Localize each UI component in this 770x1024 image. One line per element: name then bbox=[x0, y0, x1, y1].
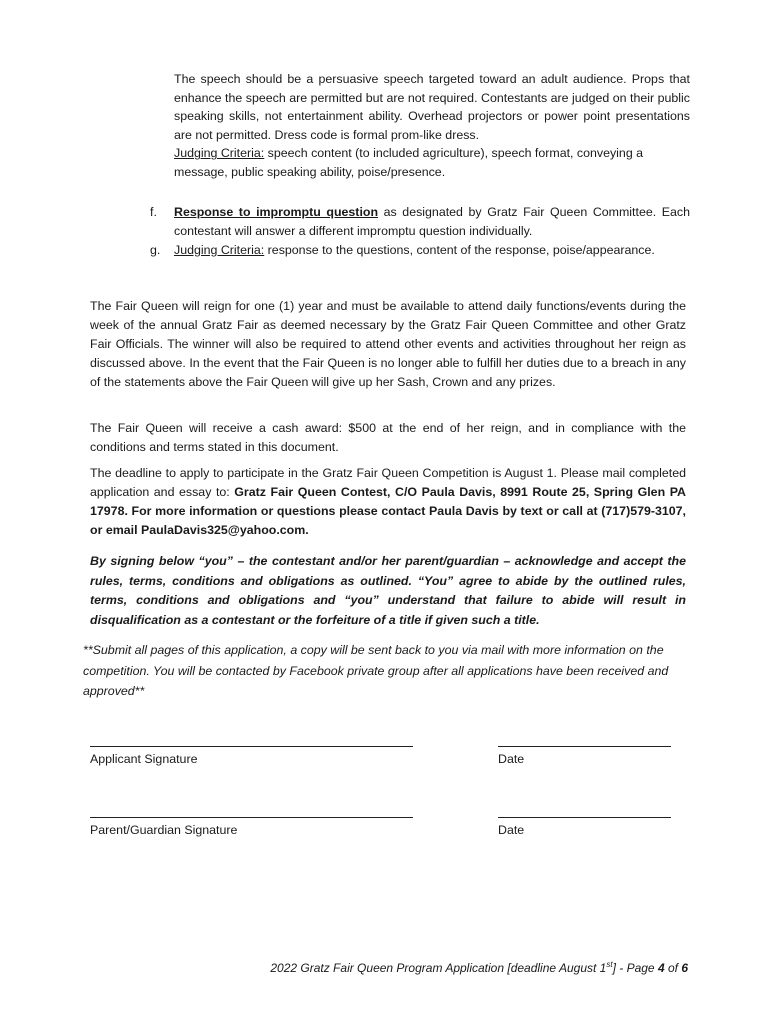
deadline-intro: The deadline to apply to participate in the Gratz Fair Queen Competition is August 1. Please mail completed application and essay to: bbox=[90, 466, 686, 499]
footer-of: of bbox=[664, 961, 682, 975]
parent-date-label: Date bbox=[498, 823, 525, 837]
item-g-body bbox=[174, 241, 690, 260]
footer-middle: ] - Page bbox=[612, 961, 658, 975]
parent-date-line[interactable] bbox=[498, 817, 671, 818]
speech-criteria-label: Judging Criteria: bbox=[174, 146, 265, 161]
item-f-title: Response to impromptu question bbox=[174, 205, 379, 219]
footer-superscript: st bbox=[606, 960, 613, 969]
speech-description: The speech should be a persuasive speech targeted toward an adult audience. Props that enhance the speech are permitted but are not required. Contestants are judged on their public speaking skills, not entertainment ability. Overhead projectors or power point presentations are not permitted. Dress code is formal prom-like dress. bbox=[174, 72, 690, 142]
applicant-signature-label: Applicant Signature bbox=[90, 752, 198, 766]
applicant-signature-line[interactable] bbox=[90, 746, 413, 747]
deadline-address: Gratz Fair Queen Contest, C/O Paula Davis, 8991 Route 25, Spring Glen PA 17978. For more information or questions please contact Paula Davis by text or call at (717)579-3107, or email PaulaDavis325@yahoo.com. bbox=[90, 485, 686, 537]
parent-signature-label: Parent/Guardian Signature bbox=[90, 823, 238, 837]
list-marker-g: g. bbox=[150, 243, 161, 257]
item-g-text: response to the questions, content of the response, poise/appearance. bbox=[264, 243, 655, 257]
deadline-paragraph bbox=[90, 464, 686, 540]
reign-paragraph: The Fair Queen will reign for one (1) year and must be available to attend daily functions/events during the week of the annual Gratz Fair as deemed necessary by the Gratz Fair Queen Committee and other Gratz Fair Officials. The winner will also be required to attend other events and activities throughout her reign as discussed above. In the event that the Fair Queen is no longer able to fulfill her duties due to a breach in any of the statements above the Fair Queen will give up her Sash, Crown and any prizes. bbox=[90, 299, 686, 389]
footer-prefix: 2022 Gratz Fair Queen Program Application [deadline August 1 bbox=[270, 961, 607, 975]
acknowledgement-paragraph: By signing below “you” – the contestant and/or her parent/guardian – acknowledge and accept the rules, terms, conditions and obligations as outlined. “You” agree to abide by the outlined rules, terms, conditions and obligations and “you” understand that failure to abide will result in disqualification as a contestant or the forfeiture of a title if given such a title. bbox=[90, 554, 686, 627]
submit-note: **Submit all pages of this application, a copy will be sent back to you via mail with more information on the competition. You will be contacted by Facebook private group after all applications have been received and approved** bbox=[83, 643, 669, 698]
speech-section bbox=[174, 70, 690, 182]
item-g-criteria-label: Judging Criteria: bbox=[174, 243, 265, 257]
footer-page-total: 6 bbox=[681, 961, 688, 975]
award-paragraph: The Fair Queen will receive a cash award: $500 at the end of her reign, and in compliance with the conditions and terms stated in this document. bbox=[90, 421, 686, 454]
footer-page-number: 4 bbox=[657, 961, 665, 975]
list-item-f bbox=[150, 203, 690, 240]
speech-judging-criteria bbox=[174, 144, 690, 181]
speech-criteria-text: speech content (to included agriculture), speech format, conveying a message, public speaking ability, poise/presence. bbox=[174, 146, 644, 179]
list-item-g bbox=[150, 241, 690, 260]
item-f-text: as designated by Gratz Fair Queen Committee. Each contestant will answer a different impromptu question individually. bbox=[174, 205, 690, 238]
item-f-body bbox=[174, 203, 690, 240]
parent-signature-line[interactable] bbox=[90, 817, 413, 818]
page-footer bbox=[270, 961, 688, 975]
applicant-date-line[interactable] bbox=[498, 746, 671, 747]
list-marker-f: f. bbox=[150, 205, 157, 219]
applicant-date-label: Date bbox=[498, 752, 525, 766]
